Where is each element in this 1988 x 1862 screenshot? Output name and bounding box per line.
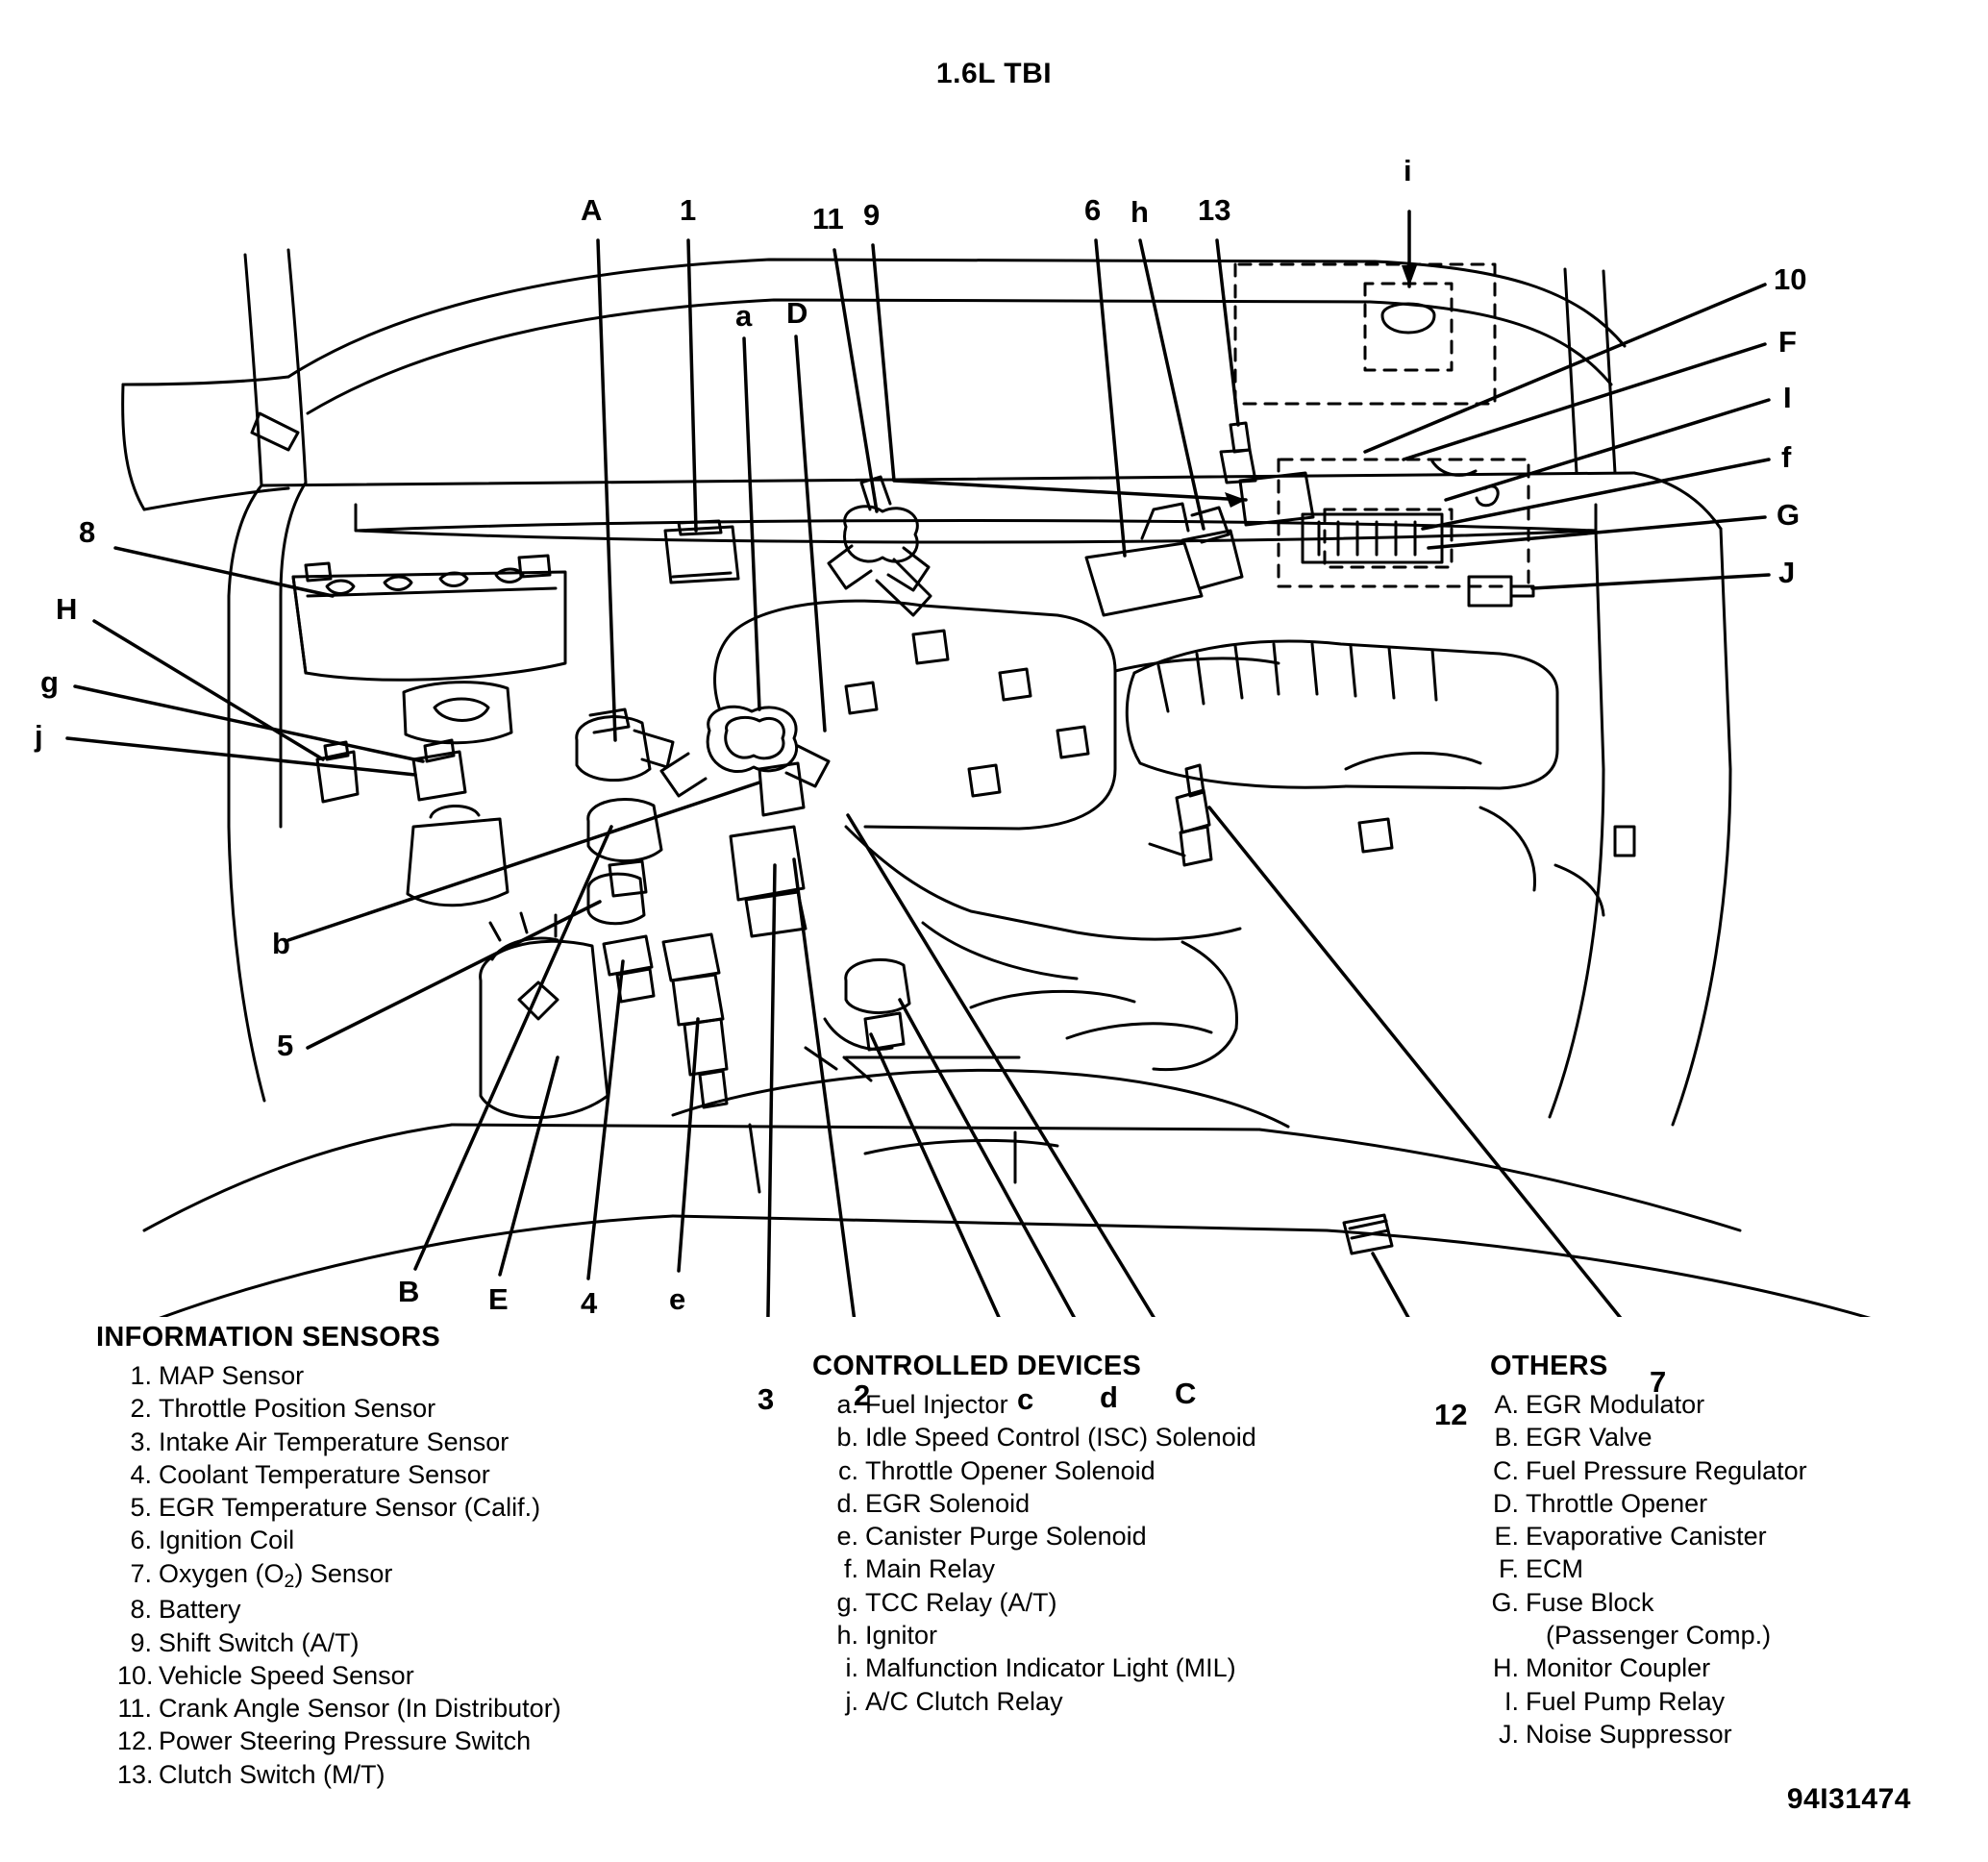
legend-key: 12. [117, 1726, 154, 1756]
list-item [1490, 1651, 1807, 1684]
legend-key: G. [1491, 1587, 1519, 1617]
legend-text: (Passenger Comp.) [1546, 1620, 1772, 1650]
callout-3: 3 [758, 1382, 775, 1416]
legend-text: Vehicle Speed Sensor [159, 1660, 414, 1690]
callout-B: B [398, 1275, 420, 1308]
list-item [117, 1557, 561, 1594]
callout-6: 6 [1084, 193, 1102, 227]
list-item [1490, 1454, 1807, 1487]
legend-text: Main Relay [865, 1554, 996, 1584]
legend-text: Crank Angle Sensor (In Distributor) [159, 1694, 561, 1724]
callout-A: A [581, 193, 603, 227]
callout-D: D [786, 296, 808, 330]
legend-text: Ignitor [865, 1620, 938, 1650]
legend-text: Power Steering Pressure Switch [159, 1726, 532, 1756]
callout-g: g [40, 665, 59, 699]
callout-E: E [488, 1282, 509, 1316]
legend-heading-others: OTHERS [1490, 1351, 1608, 1381]
legend-key: D. [1493, 1488, 1519, 1518]
legend-key: 4. [130, 1459, 152, 1489]
list-item [117, 1725, 561, 1757]
legend-list-information-sensors [117, 1359, 561, 1791]
callout-j: j [35, 719, 43, 753]
legend-key: i. [845, 1653, 858, 1683]
legend-key: C. [1493, 1455, 1519, 1485]
legend-key: g. [836, 1587, 858, 1617]
callout-12: 12 [1434, 1398, 1468, 1431]
legend-text: Malfunction Indicator Light (MIL) [865, 1653, 1236, 1683]
list-item [1490, 1586, 1807, 1619]
legend-key: H. [1493, 1653, 1519, 1683]
legend-text: EGR Modulator [1526, 1390, 1705, 1419]
callout-10: 10 [1774, 262, 1807, 296]
legend-key: 2. [130, 1394, 152, 1424]
legend-text: EGR Solenoid [865, 1488, 1031, 1518]
list-item [117, 1524, 561, 1556]
legend-text: Throttle Position Sensor [159, 1394, 436, 1424]
callout-I: I [1783, 381, 1792, 414]
legend-text: Clutch Switch (M/T) [159, 1759, 385, 1789]
legend-text: EGR Temperature Sensor (Calif.) [159, 1493, 541, 1523]
callout-i: i [1404, 154, 1412, 187]
list-item [833, 1552, 1256, 1585]
legend-key: B. [1494, 1423, 1519, 1452]
legend-key: E. [1494, 1522, 1519, 1552]
list-item [117, 1692, 561, 1725]
legend-key: F. [1498, 1554, 1519, 1584]
legend-text: Canister Purge Solenoid [865, 1522, 1147, 1552]
list-item [1490, 1487, 1807, 1520]
callout-8: 8 [79, 515, 96, 549]
list-item [833, 1619, 1256, 1651]
legend-text: Fuse Block [1526, 1587, 1654, 1617]
callout-1: 1 [680, 193, 697, 227]
engine-diagram-drawing [0, 96, 1988, 1320]
callout-J: J [1778, 556, 1796, 589]
legend-key: I. [1503, 1686, 1519, 1716]
callout-C: C [1175, 1377, 1197, 1410]
list-item [117, 1758, 561, 1791]
list-item [1490, 1520, 1807, 1552]
legend-key: 5. [130, 1493, 152, 1523]
document-number: 94I31474 [1786, 1783, 1911, 1815]
list-item [117, 1458, 561, 1491]
legend-text: Evaporative Canister [1526, 1522, 1767, 1552]
legend-text: Idle Speed Control (ISC) Solenoid [865, 1423, 1256, 1452]
callout-a: a [735, 299, 753, 333]
list-item [1490, 1552, 1807, 1585]
list-item [117, 1426, 561, 1458]
legend-key: 9. [130, 1627, 152, 1657]
list-item [1490, 1718, 1807, 1750]
legend-text: Fuel Pump Relay [1526, 1686, 1726, 1716]
legend-text: Fuel Injector [865, 1390, 1008, 1419]
callout-4: 4 [581, 1286, 598, 1320]
list-item [1490, 1421, 1807, 1453]
legend-text: TCC Relay (A/T) [865, 1587, 1057, 1617]
legend-text: Battery [159, 1595, 241, 1625]
legend-key: d. [836, 1488, 858, 1518]
legend-key: A. [1494, 1390, 1519, 1419]
list-item [1490, 1388, 1807, 1421]
legend [0, 1322, 1988, 1802]
list-item [833, 1685, 1256, 1718]
legend-key: h. [836, 1620, 858, 1650]
legend-key: 8. [130, 1595, 152, 1625]
list-item [833, 1651, 1256, 1684]
legend-column-others [1490, 1351, 1807, 1750]
callout-c: c [1017, 1382, 1034, 1416]
legend-list-controlled-devices [833, 1388, 1256, 1718]
list-item [833, 1454, 1256, 1487]
list-item [833, 1487, 1256, 1520]
callout-H: H [56, 592, 78, 626]
legend-text: MAP Sensor [159, 1361, 305, 1390]
legend-key: 11. [117, 1694, 152, 1724]
legend-text: Shift Switch (A/T) [159, 1627, 360, 1657]
legend-text: ECM [1526, 1554, 1583, 1584]
legend-key: 3. [130, 1427, 152, 1456]
legend-heading-controlled-devices: CONTROLLED DEVICES [812, 1351, 1142, 1381]
list-item [833, 1520, 1256, 1552]
callout-d: d [1100, 1380, 1118, 1414]
legend-text: Monitor Coupler [1526, 1653, 1711, 1683]
callout-f: f [1781, 440, 1792, 474]
legend-text: Throttle Opener [1526, 1488, 1708, 1518]
legend-key: 1. [130, 1361, 152, 1390]
list-item [117, 1491, 561, 1524]
list-item [117, 1359, 561, 1392]
list-item [117, 1392, 561, 1425]
legend-text: Oxygen (O2) Sensor [159, 1558, 393, 1592]
list-item [117, 1659, 561, 1692]
legend-text: A/C Clutch Relay [865, 1686, 1063, 1716]
legend-key: 13. [117, 1759, 154, 1789]
legend-list-others [1490, 1388, 1807, 1750]
legend-text: EGR Valve [1526, 1423, 1653, 1452]
legend-column-information-sensors [96, 1322, 561, 1791]
callout-2: 2 [854, 1378, 871, 1412]
legend-key: 10. [117, 1660, 154, 1690]
list-item [833, 1586, 1256, 1619]
callout-b: b [272, 927, 290, 960]
legend-key: j. [845, 1686, 858, 1716]
legend-key: b. [836, 1423, 858, 1452]
callout-G: G [1777, 498, 1801, 532]
callout-9: 9 [863, 198, 881, 232]
legend-heading-information-sensors: INFORMATION SENSORS [96, 1322, 441, 1353]
callout-h: h [1131, 195, 1149, 229]
legend-text: Coolant Temperature Sensor [159, 1459, 490, 1489]
callout-13: 13 [1198, 193, 1231, 227]
legend-key: a. [836, 1390, 858, 1419]
list-item [117, 1593, 561, 1626]
legend-key: c. [837, 1455, 858, 1485]
legend-column-controlled-devices [812, 1351, 1256, 1718]
list-item [833, 1421, 1256, 1453]
legend-text: Throttle Opener Solenoid [865, 1455, 1156, 1485]
legend-text: Fuel Pressure Regulator [1526, 1455, 1807, 1485]
callout-e: e [669, 1282, 686, 1316]
callout-7: 7 [1650, 1365, 1667, 1399]
page-title: 1.6L TBI [935, 58, 1053, 89]
legend-key: J. [1498, 1719, 1519, 1749]
legend-key: 6. [130, 1526, 152, 1555]
list-item [1490, 1685, 1807, 1718]
callout-11: 11 [812, 202, 844, 236]
list-item [833, 1388, 1256, 1421]
legend-key: 7. [130, 1558, 152, 1588]
callout-F: F [1778, 325, 1797, 359]
legend-text: Ignition Coil [159, 1526, 295, 1555]
list-item [117, 1626, 561, 1659]
legend-key: f. [843, 1554, 858, 1584]
legend-key: e. [836, 1522, 858, 1552]
callout-5: 5 [277, 1029, 294, 1062]
legend-text: Noise Suppressor [1526, 1719, 1732, 1749]
legend-text: Intake Air Temperature Sensor [159, 1427, 509, 1456]
list-item [1490, 1619, 1807, 1651]
